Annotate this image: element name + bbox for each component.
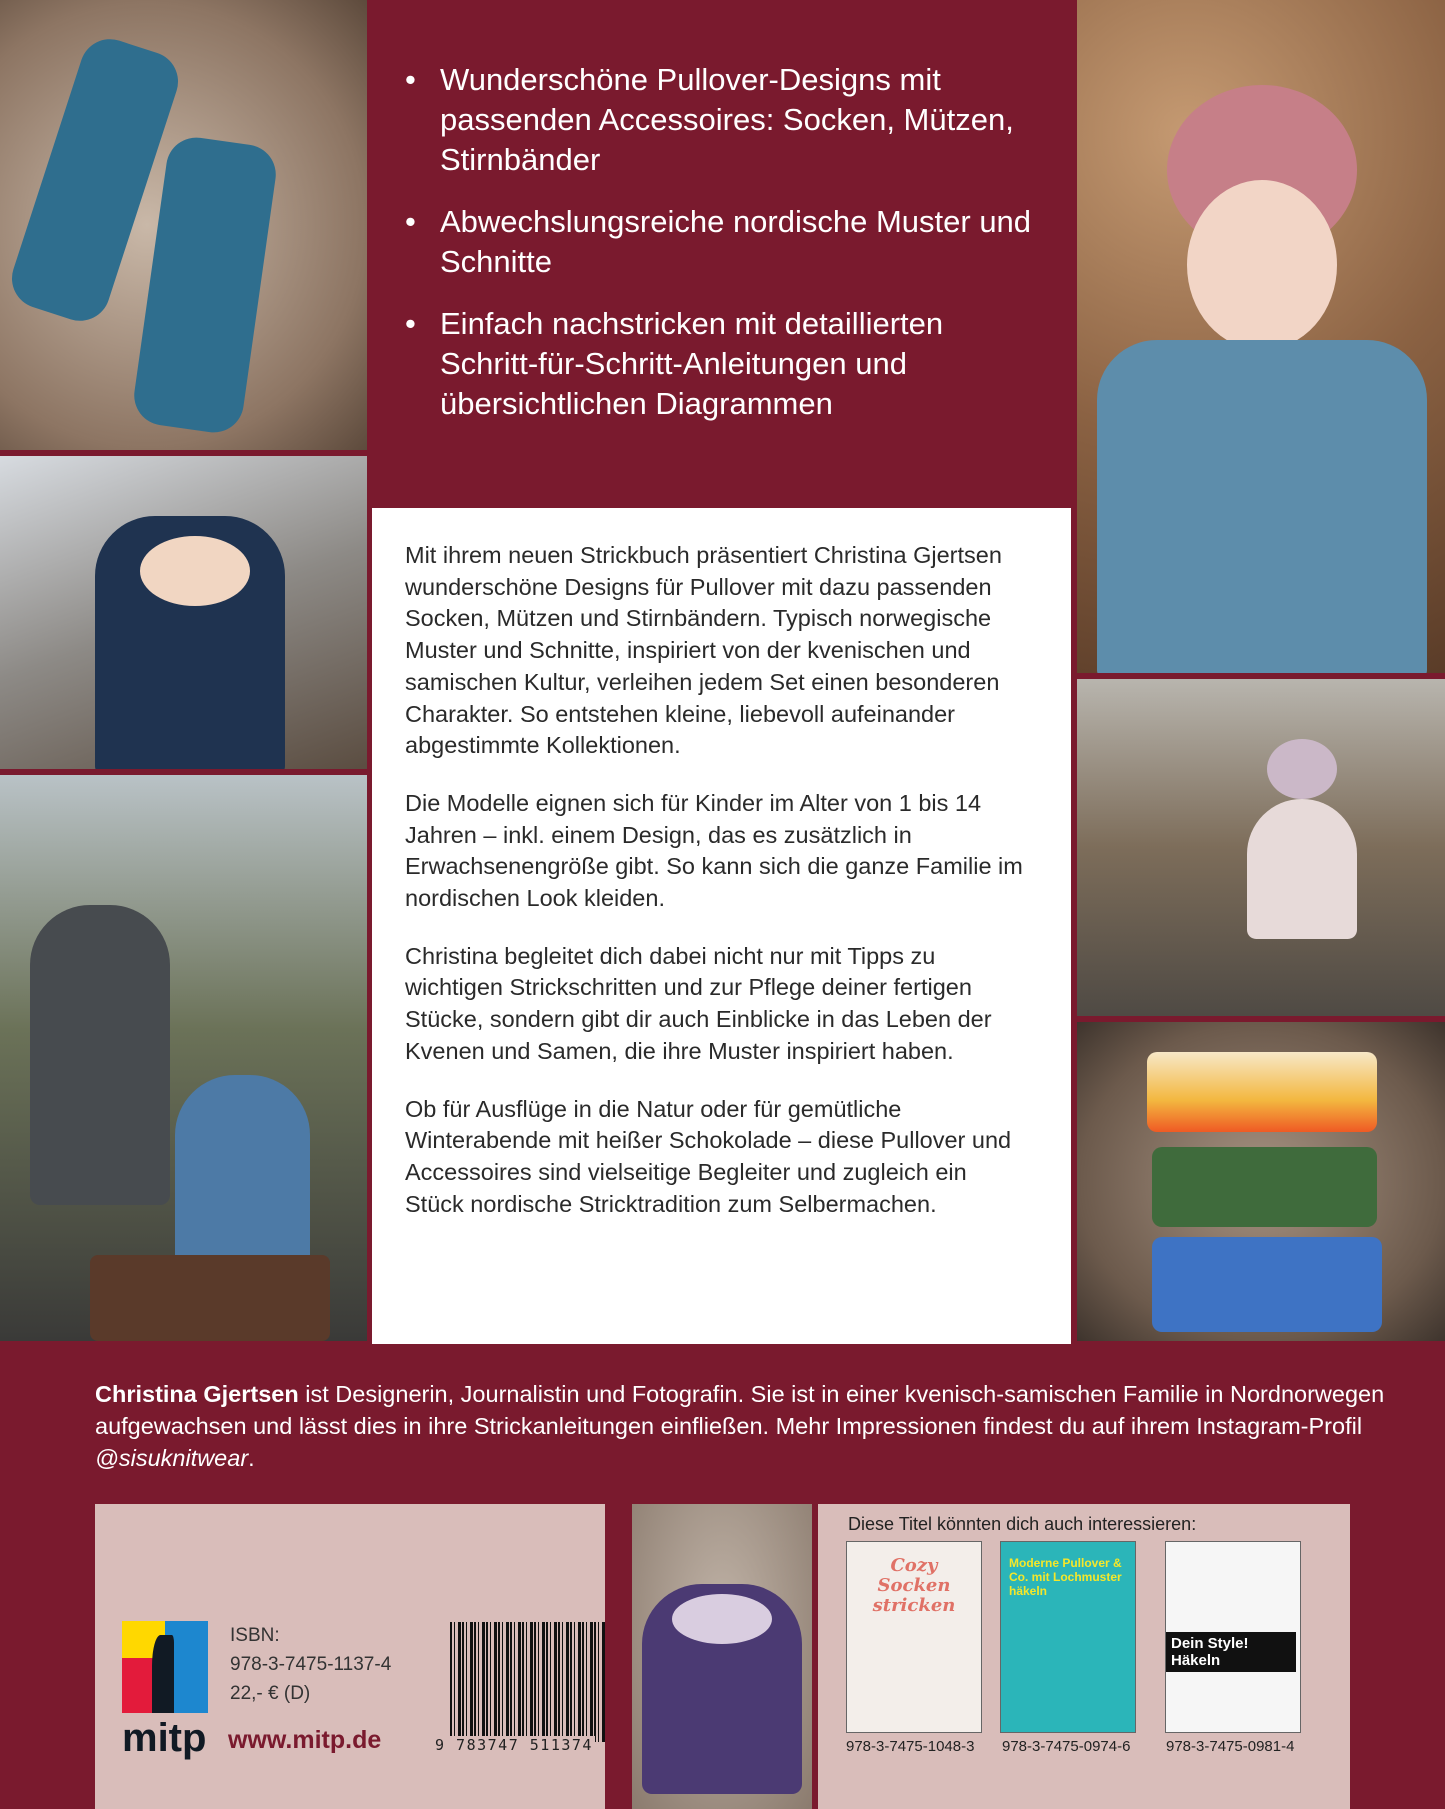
feature-bullet: • Einfach nachstricken mit detaillierten Schritt-für-Schritt-Anleitungen und übersichtlichen Diagrammen <box>405 304 1045 424</box>
photo-child-on-beach <box>1077 679 1445 1016</box>
photo-child-navy-sweater <box>0 456 367 769</box>
photo-headbands <box>1077 1022 1445 1341</box>
book-title: Dein Style! Häkeln <box>1166 1632 1296 1672</box>
publisher-panel <box>95 1504 605 1809</box>
description-box <box>372 508 1071 1344</box>
barcode <box>450 1622 605 1742</box>
feature-bullet: • Abwechslungsreiche nordische Muster und Schnitte <box>405 202 1045 282</box>
publisher-url[interactable]: www.mitp.de <box>228 1726 382 1754</box>
author-text: ist Designerin, Journalistin und Fotografin. Sie ist in einer kvenisch-samischen Familie in Nordnorwegen aufgewachsen und lässt dies in ihre Strickanleitungen einfließen. Mehr Impressionen findest du auf ihrem Instagram-Profil <box>95 1381 1385 1439</box>
description-paragraph: Christina begleitet dich dabei nicht nur mit Tipps zu wichtigen Strickschritten und zur Pflege deiner fertigen Stücke, sondern gibt dir auch Einblicke in das Leben der Kvenen und Samen, die ihre Muster inspiriert haben. <box>405 942 992 1064</box>
book-title: Cozy Socken stricken <box>872 1555 956 1616</box>
publisher-logo-text: mitp <box>122 1716 207 1760</box>
author-bio <box>95 1378 1385 1474</box>
book-title: Moderne Pullover & Co. mit Lochmuster häkeln <box>1009 1556 1122 1598</box>
photo-family-campfire <box>0 775 367 1341</box>
isbn-label: ISBN: <box>230 1625 280 1646</box>
price: 22,- € (D) <box>230 1683 311 1704</box>
book-cover-cozy-socken[interactable] <box>846 1541 982 1733</box>
description-paragraph: Mit ihrem neuen Strickbuch präsentiert Christina Gjertsen wunderschöne Designs für Pullover mit dazu passenden Socken, Mützen und Stirnbändern. Typisch norwegische Muster und Schnitte, inspiriert von der kvenischen und samischen Kultur, verleihen jedem Set einen besonderen Charakter. So entstehen kleine, liebevoll aufeinander abgestimmte Kollektionen. <box>405 542 1002 759</box>
book-isbn: 978-3-7475-0981-4 <box>1166 1738 1295 1755</box>
mitp-logo-icon <box>122 1621 208 1713</box>
book-isbn: 978-3-7475-1048-3 <box>846 1738 975 1755</box>
isbn-block <box>230 1621 391 1708</box>
author-end: . <box>248 1445 255 1471</box>
photo-child-pink-hat <box>1077 0 1445 673</box>
instagram-handle: @sisuknitwear <box>95 1445 249 1471</box>
description-paragraph: Die Modelle eignen sich für Kinder im Alter von 1 bis 14 Jahren – inkl. einem Design, das es zusätzlich in Erwachsenengröße gibt. So kann sich die ganze Familie im nordischen Look kleiden. <box>405 789 1023 912</box>
recommendations-heading: Diese Titel könnten dich auch interessieren: <box>848 1514 1197 1534</box>
photo-purple-sweater <box>632 1504 812 1809</box>
barcode-number: 9 783747 511374 <box>435 1736 593 1754</box>
book-cover-moderne-pullover[interactable] <box>1000 1541 1136 1733</box>
book-cover-dein-style[interactable] <box>1165 1541 1301 1733</box>
recommendations-panel <box>818 1504 1350 1809</box>
book-isbn: 978-3-7475-0974-6 <box>1002 1738 1131 1755</box>
photo-socks <box>0 0 367 450</box>
isbn-value: 978-3-7475-1137-4 <box>230 1654 392 1675</box>
feature-list <box>405 60 1045 446</box>
author-name: Christina Gjertsen <box>95 1381 299 1407</box>
feature-bullet: • Wunderschöne Pullover-Designs mit passenden Accessoires: Socken, Mützen, Stirnbänder <box>405 60 1045 180</box>
description-paragraph: Ob für Ausflüge in die Natur oder für gemütliche Winterabende mit heißer Schokolade – diese Pullover und Accessoires sind vielseitige Begleiter und zugleich ein Stück nordische Stricktradition zum Selbermachen. <box>405 1095 1012 1217</box>
